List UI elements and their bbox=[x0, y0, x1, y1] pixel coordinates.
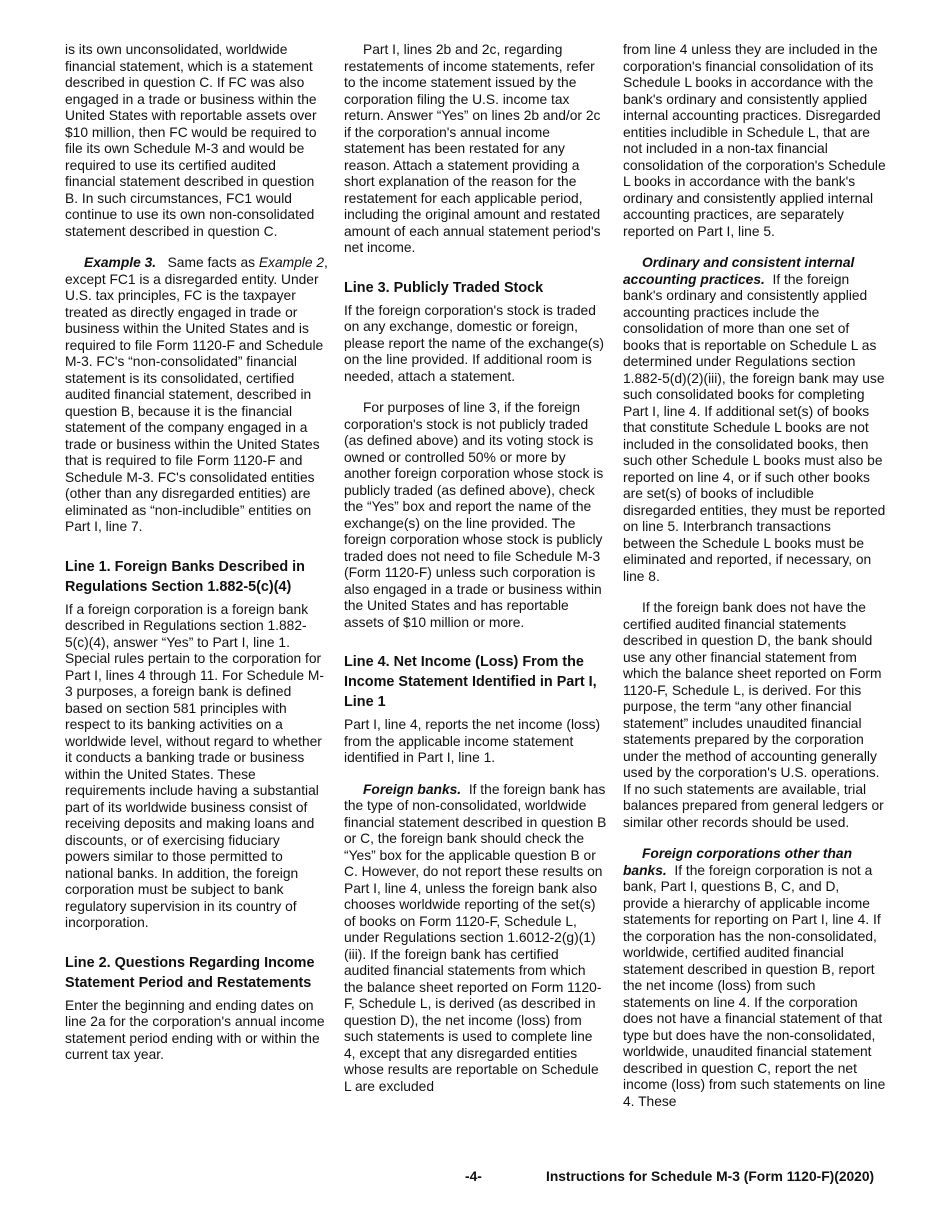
paragraph-line-3-a: If the foreign corporation's stock is traded on any exchange, domestic or foreign, please report the name of the exchange(s) on the line provided. If additional room is needed, attach a statement. bbox=[344, 302, 604, 384]
heading-line-4: Line 4. Net Income (Loss) From the Income Statement Identified in Part I, Line 1 bbox=[344, 654, 597, 710]
example-3-text-b: , except FC1 is a disregarded entity. Under U.S. tax principles, FC is the taxpayer treated as directly engaged in trade or business within the United States and is required to file Form 1120-F and Schedule M-3. FC's “non-consolidated” financial statement is its consolidated, certified audited financial statement, described in question B, because it is the financial statement of the company engaged in a trade or business within the United States that is required to file Form 1120-F and Schedule M-3. FC's consolidated entities (other than any disregarded entities) are eliminated as “non-includible” entities on Part I, line 7. bbox=[65, 255, 328, 534]
heading-line-1: Line 1. Foreign Banks Described in Regulations Section 1.882-5(c)(4) bbox=[65, 558, 305, 595]
footer-title: Instructions for Schedule M-3 (Form 1120-F)(2020) bbox=[546, 1169, 875, 1184]
column-1 bbox=[65, 42, 328, 1064]
column-2 bbox=[344, 42, 607, 1095]
paragraph-ordinary-consistent bbox=[623, 255, 886, 585]
example-2-reference: Example 2 bbox=[258, 255, 325, 270]
paragraph-line-4-continued: from line 4 unless they are included in the corporation's financial consolidation of its Schedule L books in accordance with the bank's ordinary and consistently applied internal accounting practices. Disregarded entities includible in Schedule L, that are not included in a non-tax financial consolidation of the corporation's Schedule L books in accordance with the bank's ordinary and consistently applied internal accounting practices, are separately reported on Part I, line 5. bbox=[623, 42, 886, 239]
column-3 bbox=[623, 42, 886, 1110]
example-3-heading: Example 3. bbox=[84, 255, 157, 270]
foreign-banks-text: If the foreign bank has the type of non-consolidated, worldwide financial statement described in question B or C, the foreign bank should check the “Yes” box for the applicable question B or C. However, do not report these results on Part I, line 4, unless the foreign bank also chooses worldwide reporting of the set(s) of books on Form 1120-F, Schedule L, under Regulations section 1.6012-2(g)(1)(iii). If the foreign bank has certified audited financial statements from which the balance sheet reported on Form 1120-F, Schedule L, is derived (as described in question D), the net income (loss) from such statements is used to complete line 4, except that any disregarded entities whose results are reportable on Schedule L are excluded bbox=[344, 781, 607, 1094]
paragraph-line-1: If a foreign corporation is a foreign bank described in Regulations section 1.882-5(c)(4), answer “Yes” to Part I, line 1. Special rules pertain to the corporation for Part I, lines 4 through 11. For Schedule M-3 purposes, a foreign bank is defined based on section 581 principles with respect to its banking activities on a worldwide level, without regard to whether it conducts a banking trade or business within the United States. These requirements include having a substantial part of its worldwide business consist of receiving deposits and making loans and discounts, or of exercising fiduciary powers similar to those permitted to national banks. In addition, the foreign corporation must be subject to bank regulatory supervision in its country of incorporation. bbox=[65, 601, 324, 930]
page-number: -4- bbox=[465, 1169, 482, 1184]
foreign-banks-heading: Foreign banks. bbox=[363, 781, 462, 797]
paragraph-restatements: Part I, lines 2b and 2c, regarding restatements of income statements, refer to the income statement issued by the corporation filing the U.S. income tax return. Answer “Yes” on lines 2b and/or 2c if the corporation's annual income statement has been restated for any reason. Attach a statement providing a short explanation of the reason for the restatement for each applicable period, including the original amount and restated amount of each annual statement period's net income. bbox=[344, 42, 601, 255]
paragraph-example-3 bbox=[65, 255, 328, 536]
example-3-text-a: Same facts as bbox=[167, 255, 256, 270]
paragraph-foreign-corporations bbox=[623, 846, 886, 1110]
heading-line-3: Line 3. Publicly Traded Stock bbox=[344, 279, 544, 296]
paragraph-line-4: Part I, line 4, reports the net income (loss) from the applicable income statement identified in Part I, line 1. bbox=[344, 717, 601, 765]
ordinary-consistent-heading: Ordinary and consistent internal accounting practices. bbox=[623, 255, 855, 287]
paragraph-fc1-continued: is its own unconsolidated, worldwide financial statement, which is a statement described in question C. If FC was also engaged in a trade or business within the United States with reportable assets over $10 million, then FC would be required to file its own Schedule M-3 and would be required to use its certified audited financial statement described in question B. In such circumstances, FC1 would continue to use its own non-consolidated statement described in question C. bbox=[65, 42, 317, 239]
foreign-corporations-heading: Foreign corporations other than banks. bbox=[623, 846, 853, 878]
ordinary-consistent-text: If the foreign bank's ordinary and consistently applied accounting practices include the consolidation of more than one set of books that is reportable on Schedule L as determined under Regulations section 1.882-5(d)(2)(iii), the foreign bank may use such consolidated books for completing Part I, line 4. If additional set(s) of books that constitute Schedule L books are not included in the consolidated books, then such other Schedule L books must also be reported on line 4, or if such other books are set(s) of books of includible disregarded entities, they must be reported on line 5. Interbranch transactions between the Schedule L books must be eliminated and reported, if necessary, on line 8. bbox=[623, 271, 886, 584]
heading-line-2: Line 2. Questions Regarding Income Statement Period and Restatements bbox=[65, 954, 315, 991]
paragraph-line-3-b: For purposes of line 3, if the foreign corporation's stock is not publicly traded (as defined above) and its voting stock is owned or controlled 50% or more by another foreign corporation whose stock is publicly traded (as defined above), check the “Yes” box and report the name of the exchange(s) on the line provided. The foreign corporation whose stock is publicly traded does not need to file Schedule M-3 (Form 1120-F) unless such corporation is also engaged in a trade or business within the United States and has reportable assets of $10 million or more. bbox=[344, 400, 604, 630]
paragraph-line-2: Enter the beginning and ending dates on line 2a for the corporation's annual income statement period ending with or within the current tax year. bbox=[65, 997, 325, 1062]
paragraph-no-certified-statements: If the foreign bank does not have the certified audited financial statements described in question D, the bank should use any other financial statement from which the balance sheet reported on Form 1120-F, Schedule L, is derived. For this purpose, the term “any other financial statement” includes unaudited financial statements prepared by the corporation under the method of accounting generally used by the corporation's U.S. operations. If no such statements are available, trial balances prepared from general ledgers or similar other records should be used. bbox=[623, 600, 884, 830]
paragraph-foreign-banks bbox=[344, 782, 607, 1096]
foreign-corporations-text: If the foreign corporation is not a bank, Part I, questions B, C, and D, provide a hierarchy of applicable income statements for reporting on Part I, line 4. If the corporation has the non-consolidated, worldwide, certified audited financial statement described in question B, report the net income (loss) from such statements on line 4. If the corporation does not have a financial statement of that type but does have the non-consolidated, worldwide, unaudited financial statement described in question C, report the net income (loss) from such statements on line 4. These bbox=[623, 862, 886, 1109]
